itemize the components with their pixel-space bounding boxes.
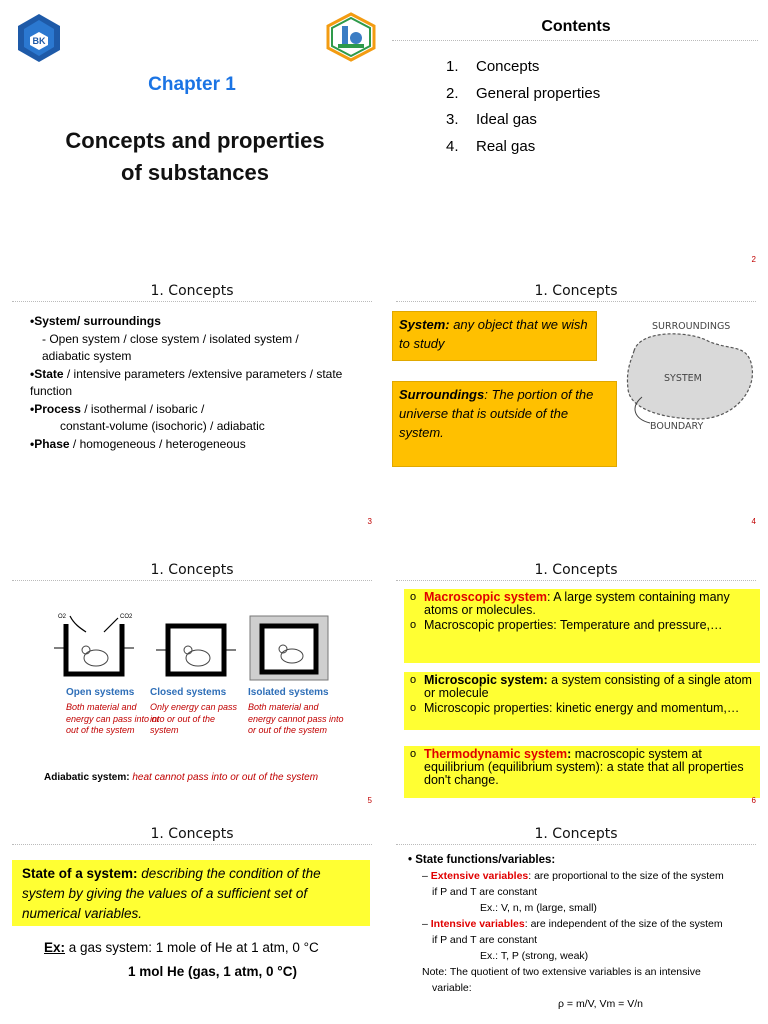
title-divider — [392, 40, 758, 41]
state-notation: 1 mol He (gas, 1 atm, 0 °C) — [128, 964, 297, 979]
slide-heading: 1. Concepts — [534, 283, 618, 299]
title-divider — [396, 844, 756, 845]
slide-heading: 1. Concepts — [150, 826, 234, 842]
page-number: 5 — [367, 796, 372, 805]
chapter-label: Chapter 1 — [148, 74, 236, 95]
adiabatic-system-note: Adiabatic system: heat cannot pass into or out of the system — [44, 772, 319, 783]
contents-item: 3. Ideal gas — [446, 111, 537, 128]
isolated-system-caption: Isolated systems — [248, 687, 329, 698]
slide-heading: 1. Concepts — [534, 826, 618, 842]
isolated-system-description: Both material and energy cannot pass into or out of the system — [248, 702, 344, 735]
closed-system-caption: Closed systems — [150, 687, 227, 698]
slide-heading: 1. Concepts — [150, 562, 234, 578]
contents-item: 4. Real gas — [446, 137, 536, 155]
bk-university-logo — [14, 12, 64, 64]
system-label: SYSTEM — [664, 373, 702, 384]
isolated-system-figure — [250, 616, 328, 680]
chapter-title-line1: Concepts and properties — [65, 128, 325, 153]
page-number: 6 — [751, 796, 756, 805]
title-divider — [12, 301, 372, 302]
concepts-outline-body: •System/ surroundings - Open system / close system / isolated system / adiabatic system •State / intensive parameters /extensive parameters / state function •Process / isothermal / isobaric / constant-volume (isochoric) / adiabatic •Phase / homogeneous / heterogeneous — [30, 314, 343, 451]
title-divider — [12, 580, 372, 581]
slide-contents — [384, 0, 768, 270]
surroundings-label: SURROUNDINGS — [652, 321, 731, 332]
lab-logo — [324, 12, 378, 62]
state-example: Ex: a gas system: 1 mole of He at 1 atm, 0 °C — [44, 940, 319, 955]
density-formula: ρ = m/V, Vm = V/n — [558, 998, 643, 1010]
open-system-figure — [54, 614, 134, 674]
chapter-title-line2: of substances — [121, 160, 269, 185]
open-system-description: Both material and energy can pass into or out of the system — [66, 702, 160, 735]
system-types-illustration — [40, 612, 350, 682]
chapter-title — [0, 125, 384, 189]
o2-label: O2 — [58, 614, 67, 620]
closed-system-figure — [156, 626, 236, 674]
slide-concepts-outline — [0, 277, 384, 532]
slide-title-page — [0, 0, 384, 270]
slide-state-definition — [0, 820, 384, 1024]
closed-system-description: Only energy can pass into or out of the system — [150, 702, 238, 735]
title-divider — [12, 844, 372, 845]
contents-item: 2. General properties — [446, 84, 601, 102]
title-divider — [396, 301, 756, 302]
system-diagram — [620, 311, 760, 441]
contents-item: 1. Concepts — [446, 58, 540, 75]
open-system-caption: Open systems — [66, 687, 135, 698]
boundary-label: BOUNDARY — [650, 421, 704, 432]
contents-list — [446, 58, 600, 164]
macroscopic-box: o Macroscopic system: A large system containing many atoms or molecules. o Macroscopic properties: Temperature and pressure,… — [404, 589, 760, 663]
system-definition-box: System: any object that we wish to study — [392, 311, 597, 361]
surroundings-definition-box: Surroundings: The portion of the universe that is outside of the system. — [392, 381, 617, 467]
co2-label: CO2 — [120, 614, 133, 620]
title-divider — [396, 580, 756, 581]
slide-system-scales — [384, 556, 768, 811]
page-number: 2 — [751, 255, 756, 264]
slide-system-types — [0, 556, 384, 811]
state-definition-box: State of a system: describing the condition of the system by giving the values of a sufficient set of numerical variables. — [12, 860, 370, 926]
thermodynamic-box: o Thermodynamic system: macroscopic system at equilibrium (equilibrium system): a state that all properties don't change. — [404, 746, 760, 798]
slide-heading: 1. Concepts — [534, 562, 618, 578]
page-number: 4 — [751, 517, 756, 526]
contents-heading: Contents — [541, 18, 611, 35]
slide-state-functions — [384, 820, 768, 1024]
slide-system-surroundings — [384, 277, 768, 532]
state-functions-body: • State functions/variables: – Extensive variables: are proportional to the size of the system if P and T are constant Ex.: V, n, m (large, small) – Intensive variables: are independent of the size of the system if P and T are constant Ex.: T, P (strong, weak) Note: The quotient of two extensive variables is an intensive variable: ρ = m/V, Vm = V/n — [408, 852, 760, 1012]
bk-logo-text: BK — [32, 36, 46, 46]
slide-heading: 1. Concepts — [150, 283, 234, 299]
microscopic-box: o Microscopic system: a system consisting of a single atom or molecule o Microscopic properties: kinetic energy and momentum,… — [404, 672, 760, 730]
page-number: 3 — [367, 517, 372, 526]
